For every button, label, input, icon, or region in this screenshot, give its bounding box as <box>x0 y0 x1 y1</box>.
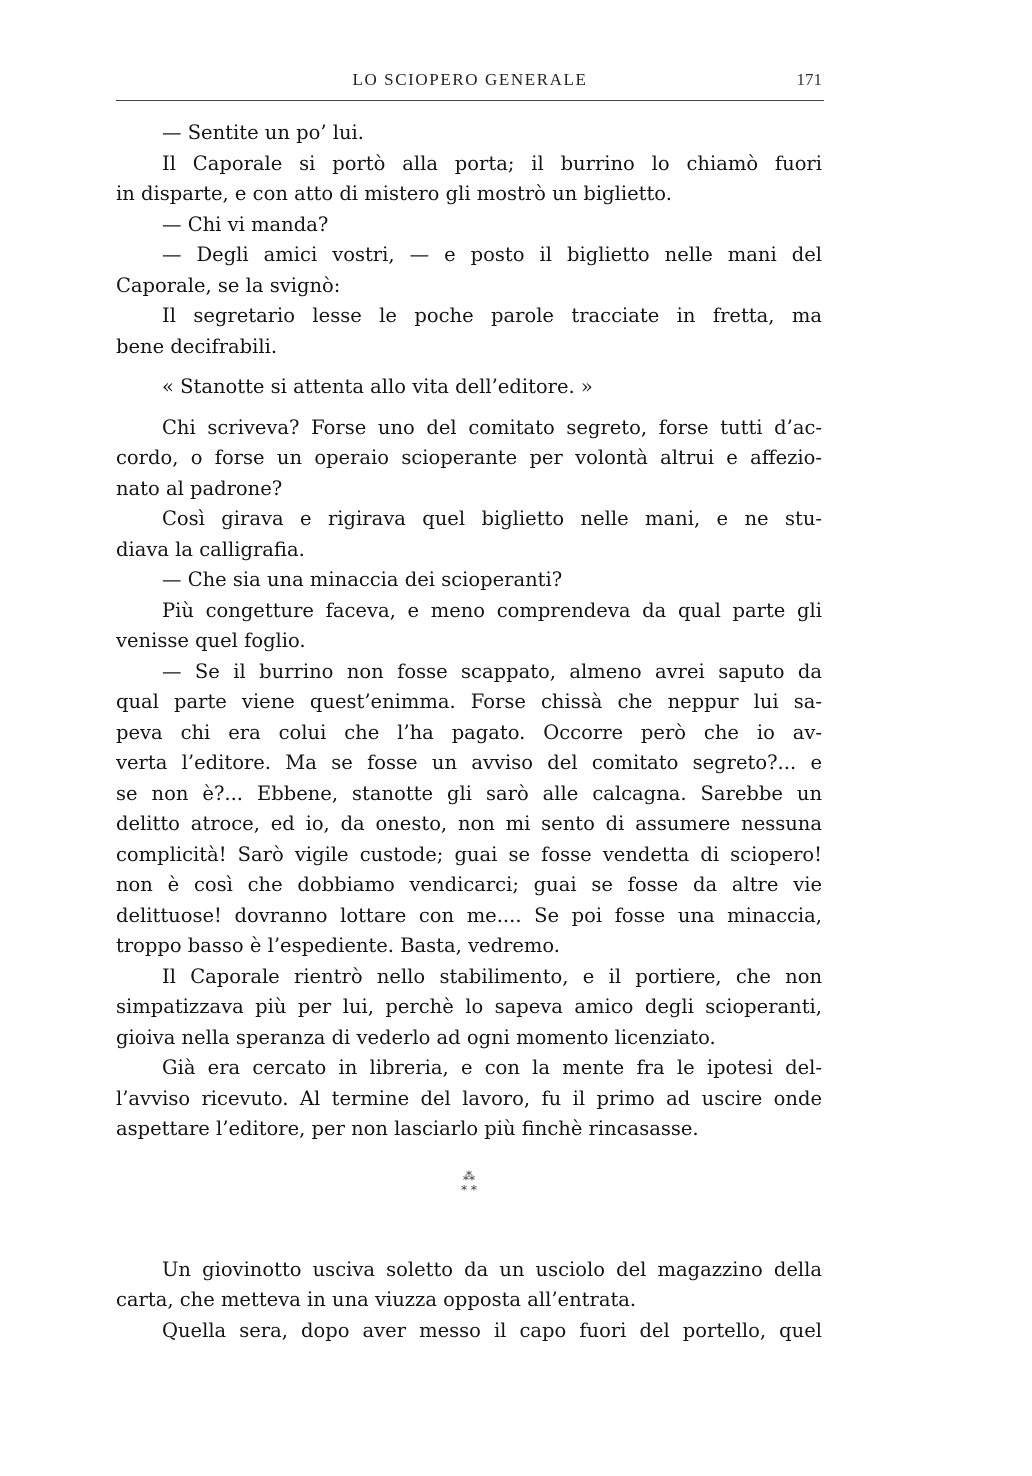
text-line: — Sentite un po’ lui. <box>162 121 364 144</box>
paragraph <box>116 413 822 505</box>
paragraph <box>116 240 822 301</box>
running-title: LO SCIOPERO GENERALE <box>352 70 588 89</box>
text-line: Il Caporale rientrò nello stabilimento, e il portiere, che non <box>162 964 822 988</box>
text-line: — Chi vi manda? <box>162 212 329 236</box>
text-line: — Che sia una minaccia dei scioperanti? <box>162 568 563 591</box>
text-line: Già era cercato in libreria, e con la mente fra le ipotesi del- <box>162 1056 822 1079</box>
text-line: complicità! Sarò vigile custode; guai se fosse vendetta di sciopero! <box>116 842 822 866</box>
page-number: 171 <box>796 70 822 89</box>
paragraph <box>116 962 822 1054</box>
paragraph <box>116 596 822 657</box>
text-line: delittuose! dovranno lottare con me.... Se poi fosse una minaccia, <box>116 903 822 927</box>
text-line: — Degli amici vostri, — e posto il biglietto nelle mani del <box>162 243 822 266</box>
paragraph <box>116 504 822 565</box>
text-line: carta, che metteva in una viuzza opposta all’entrata. <box>116 1288 637 1311</box>
spacer <box>116 403 822 413</box>
text-line: Più congetture faceva, e meno comprendeva da qual parte gli <box>162 598 822 622</box>
body-text <box>116 118 822 1346</box>
text-line: qual parte viene quest’enimma. Forse chissà che neppur lui sa- <box>116 690 822 713</box>
text-line: cordo, o forse un operaio scioperante per volontà altrui e affezio- <box>116 446 822 469</box>
text-line: bene decifrabili. <box>116 334 278 358</box>
text-line: l’avviso ricevuto. Al termine del lavoro, fu il primo ad uscire onde <box>116 1086 822 1110</box>
text-line: Chi scriveva? Forse uno del comitato segreto, forse tutti d’ac- <box>162 415 822 439</box>
paragraph <box>116 149 822 210</box>
text-line: Quella sera, dopo aver messo il capo fuori del portello, quel <box>162 1318 822 1342</box>
text-line: Un giovinotto usciva soletto da un usciolo del magazzino della <box>162 1257 822 1281</box>
paragraph <box>116 565 822 596</box>
text-line: nato al padrone? <box>116 476 283 500</box>
asterism <box>449 1169 489 1197</box>
text-line: Il segretario lesse le poche parole tracciate in fretta, ma <box>162 304 822 327</box>
text-line: non è così che dobbiamo vendicarci; guai se fosse da altre vie <box>116 873 822 896</box>
header-rule <box>116 100 824 101</box>
paragraph <box>116 210 822 241</box>
text-line: Il Caporale si portò alla porta; il burrino lo chiamò fuori <box>162 151 822 175</box>
asterism-top: ⁂ <box>463 1168 475 1183</box>
section-break <box>116 1145 822 1255</box>
text-line: venisse quel foglio. <box>116 629 306 652</box>
text-line: Caporale, se la svignò: <box>116 273 341 297</box>
text-line: verta l’editore. Ma se fosse un avviso del comitato segreto?... e <box>116 751 822 774</box>
running-header <box>116 70 824 100</box>
paragraph <box>116 301 822 362</box>
asterism-bottom: * * <box>461 1182 477 1197</box>
text-line: in disparte, e con atto di mistero gli mostrò un biglietto. <box>116 182 672 205</box>
text-line: gioiva nella speranza di vederlo ad ogni momento licenziato. <box>116 1025 716 1049</box>
text-line: aspettare l’editore, per non lasciarlo più finchè rincasasse. <box>116 1117 699 1140</box>
text-line: peva chi era colui che l’ha pagato. Occorre però che io av- <box>116 720 822 744</box>
text-line: « Stanotte si attenta allo vita dell’editore. » <box>162 375 593 398</box>
paragraph <box>116 657 822 962</box>
text-line: troppo basso è l’espediente. Basta, vedremo. <box>116 934 561 957</box>
paragraph <box>116 1255 822 1316</box>
text-line: — Se il burrino non fosse scappato, almeno avrei saputo da <box>162 659 822 683</box>
spacer <box>116 362 822 372</box>
paragraph <box>116 118 822 149</box>
text-line: Così girava e rigirava quel biglietto nelle mani, e ne stu- <box>162 507 822 530</box>
paragraph <box>116 1316 822 1347</box>
text-line: delitto atroce, ed io, da onesto, non mi sento di assumere nessuna <box>116 812 822 835</box>
quoted-note <box>116 372 822 403</box>
text-line: diava la calligrafia. <box>116 537 305 561</box>
paragraph <box>116 1053 822 1145</box>
text-line: se non è?... Ebbene, stanotte gli sarò alle calcagna. Sarebbe un <box>116 781 822 805</box>
text-line: simpatizzava più per lui, perchè lo sapeva amico degli scioperanti, <box>116 995 822 1018</box>
